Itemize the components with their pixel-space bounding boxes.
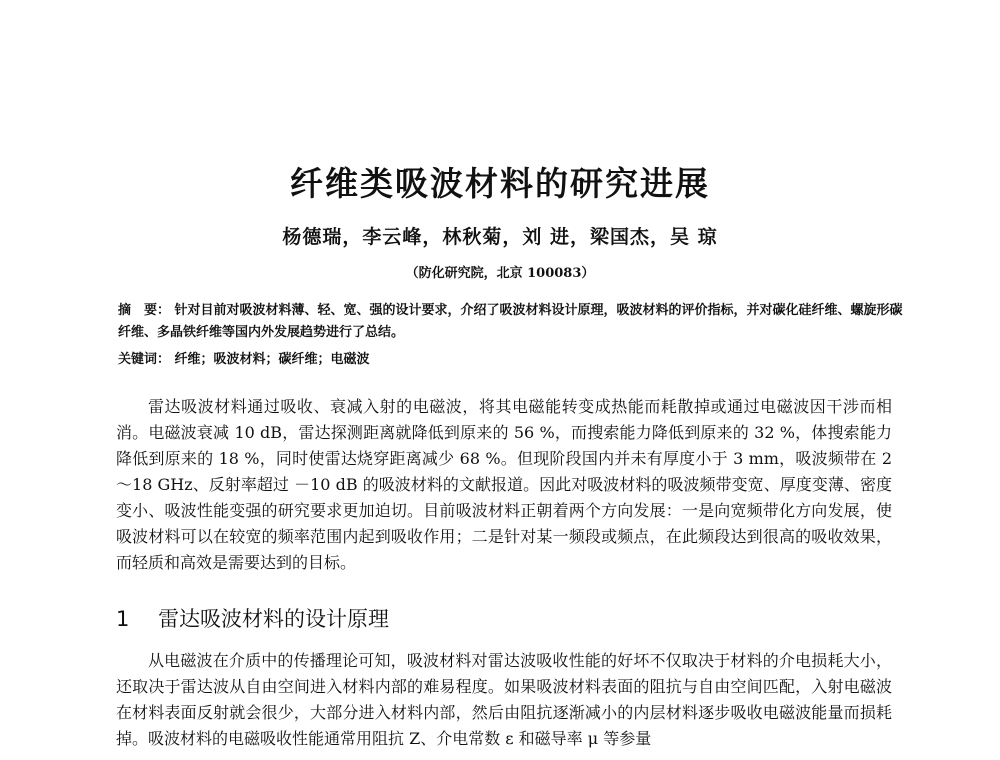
abstract-label: 摘 要： <box>118 303 171 318</box>
abstract <box>118 300 908 344</box>
section-paragraph: 从电磁波在介质中的传播理论可知，吸波材料对雷达波吸收性能的好坏不仅取决于材料的介电损耗大小，还取决于雷达波从自由空间进入材料内部的难易程度。如果吸波材料表面的阻抗与自由空间匹配，入射电磁波在材料表面反射就会很少，大部分进入材料内部，然后由阻抗逐渐减小的内层材料逐步吸收电磁波能量而损耗掉。吸波材料的电磁吸收性能通常用阻抗 Z、介电常数 ε 和磁导率 μ 等参量 <box>116 651 892 748</box>
keywords <box>118 349 908 371</box>
keywords-text: 纤维；吸波材料；碳纤维；电磁波 <box>174 352 370 367</box>
paper-title: 纤维类吸波材料的研究进展 <box>290 164 710 203</box>
abstract-text: 针对目前对吸波材料薄、轻、宽、强的设计要求，介绍了吸波材料设计原理，吸波材料的评价指标，并对碳化硅纤维、螺旋形碳纤维、多晶铁纤维等国内外发展趋势进行了总结。 <box>118 303 903 340</box>
affiliation: （防化研究院，北京 100083） <box>405 266 595 281</box>
keywords-label: 关键词： <box>118 352 171 367</box>
intro-paragraph: 雷达吸波材料通过吸收、衰减入射的电磁波，将其电磁能转变成热能而耗散掉或通过电磁波因干涉而相消。电磁波衰减 10 dB，雷达探测距离就降低到原来的 56 %，而搜索能力降低到原来的 32 %，体搜索能力降低到原来的 18 %，同时使雷达烧穿距离减少 68 %。但现阶段国内并未有厚度小于 3 mm，吸波频带在 2～18 GHz、反射率超过 －10 dB 的吸波材料的文献报道。因此对吸波材料的吸波频带变宽、厚度变薄、密度变小、吸波性能变强的研究要求更加迫切。目前吸波材料正朝着两个方向发展：一是向宽频带化方向发展，使吸波材料可以在较宽的频率范围内起到吸收作用；二是针对某一频段或频点，在此频段达到很高的吸收效果，而轻质和高效是需要达到的目标。 <box>116 397 892 572</box>
author-list: 杨德瑞，李云峰，林秋菊，刘 进，梁国杰，吴 琼 <box>282 226 718 248</box>
section-heading <box>116 603 389 633</box>
section-title: 雷达吸波材料的设计原理 <box>158 607 390 631</box>
section-number: 1 <box>116 607 130 631</box>
